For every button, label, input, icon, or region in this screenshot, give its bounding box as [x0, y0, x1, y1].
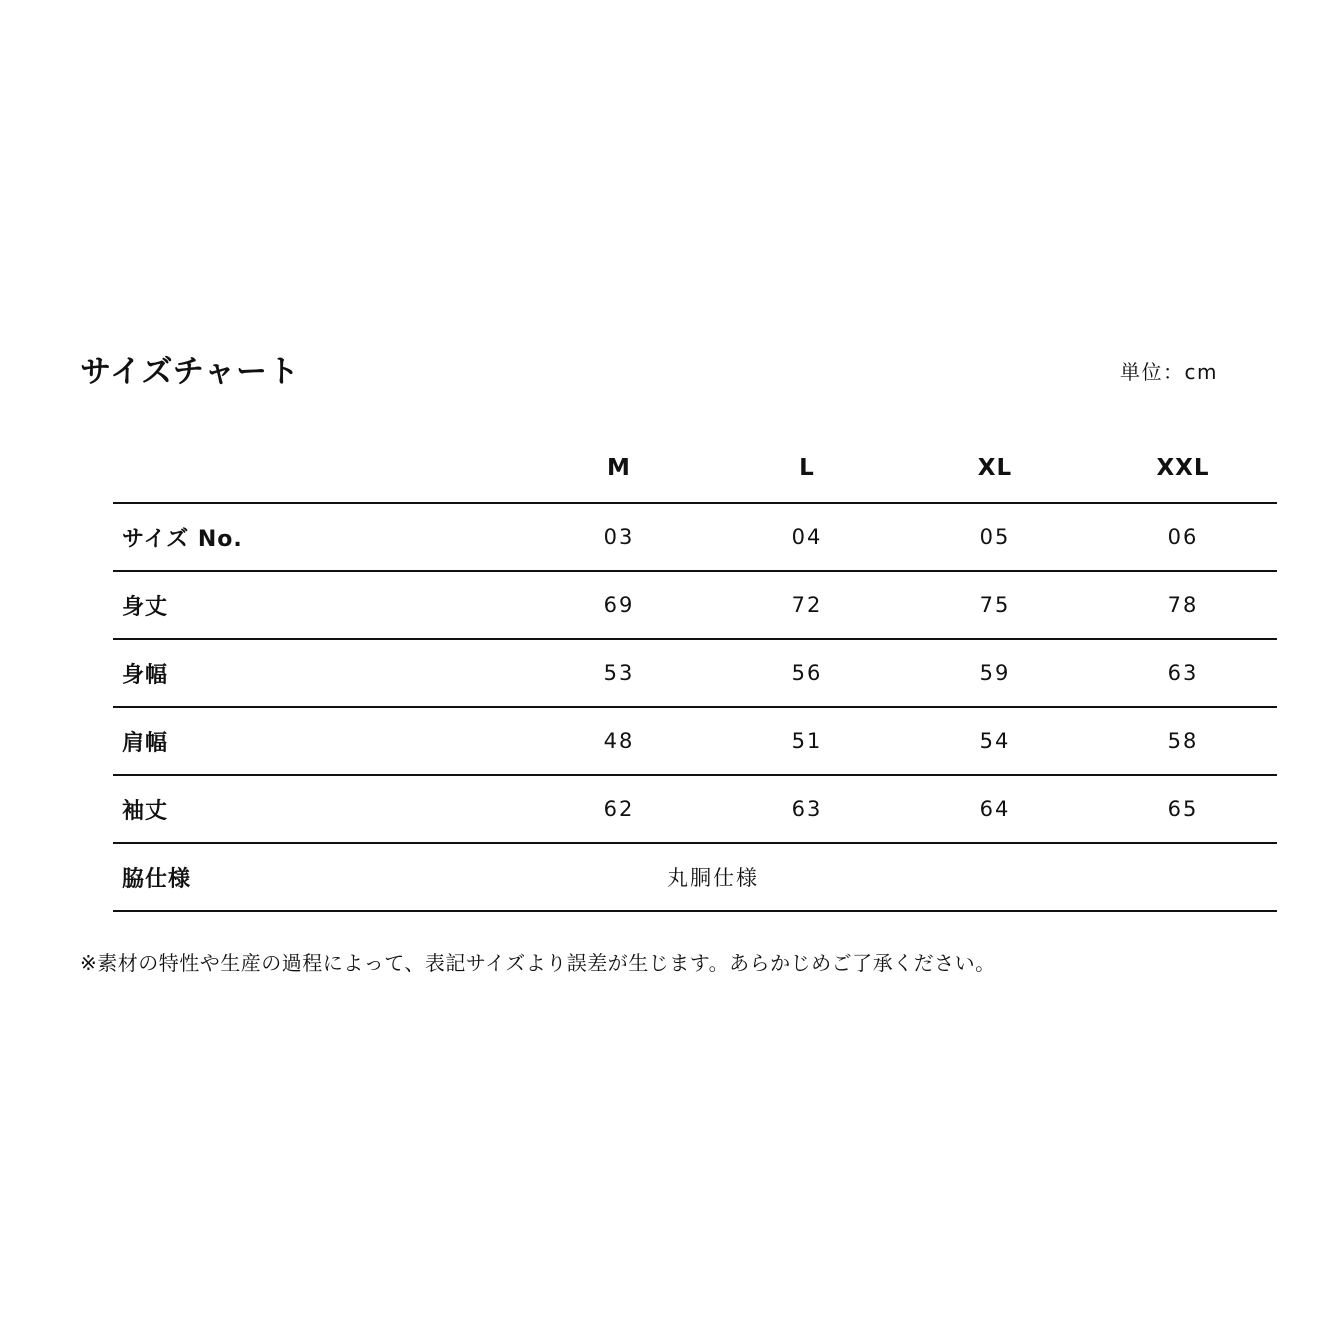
cell-value: 64: [979, 797, 1011, 821]
cell-value: 04: [791, 525, 823, 549]
page-title: サイズチャート: [80, 354, 300, 390]
cell-value: 06: [1167, 525, 1199, 549]
column-header-m: M: [607, 455, 631, 481]
table-row-side-spec: [113, 843, 1277, 911]
header-empty-cell: [113, 434, 525, 503]
unit-label: 単位：cm: [1120, 360, 1218, 384]
empty-cell: [901, 843, 1089, 911]
cell-value: 78: [1167, 593, 1199, 617]
cell-value: 65: [1167, 797, 1199, 821]
column-header-l: L: [799, 455, 815, 481]
size-chart-table: [113, 434, 1277, 912]
table-row-sleeve-length: [113, 775, 1277, 843]
row-label-side-spec: 脇仕様: [122, 866, 192, 892]
empty-cell: [1089, 843, 1277, 911]
cell-value: 03: [603, 525, 635, 549]
cell-value: 72: [791, 593, 823, 617]
row-label-shoulder-width: 肩幅: [122, 730, 169, 756]
table-row-body-width: [113, 639, 1277, 707]
row-label-size-no: サイズ No.: [122, 526, 243, 552]
table-header-row: [113, 434, 1277, 503]
cell-value: 63: [791, 797, 823, 821]
cell-value: 59: [979, 661, 1011, 685]
cell-value: 58: [1167, 729, 1199, 753]
disclaimer-note: ※素材の特性や生産の過程によって、表記サイズより誤差が生じます。あらかじめご了承ください。: [80, 951, 996, 975]
cell-value: 48: [603, 729, 635, 753]
table-row-shoulder-width: [113, 707, 1277, 775]
cell-value: 56: [791, 661, 823, 685]
cell-value: 69: [603, 593, 635, 617]
row-label-body-length: 身丈: [122, 594, 169, 620]
table-row-body-length: [113, 571, 1277, 639]
column-header-xl: XL: [977, 455, 1013, 481]
cell-value: 51: [791, 729, 823, 753]
cell-value: 62: [603, 797, 635, 821]
side-spec-value: 丸胴仕様: [667, 866, 759, 890]
cell-value: 05: [979, 525, 1011, 549]
cell-value: 53: [603, 661, 635, 685]
cell-value: 75: [979, 593, 1011, 617]
row-label-body-width: 身幅: [122, 662, 169, 688]
row-label-sleeve-length: 袖丈: [122, 798, 169, 824]
column-header-xxl: XXL: [1156, 455, 1210, 481]
cell-value: 54: [979, 729, 1011, 753]
cell-value: 63: [1167, 661, 1199, 685]
table-row-size-no: [113, 503, 1277, 571]
